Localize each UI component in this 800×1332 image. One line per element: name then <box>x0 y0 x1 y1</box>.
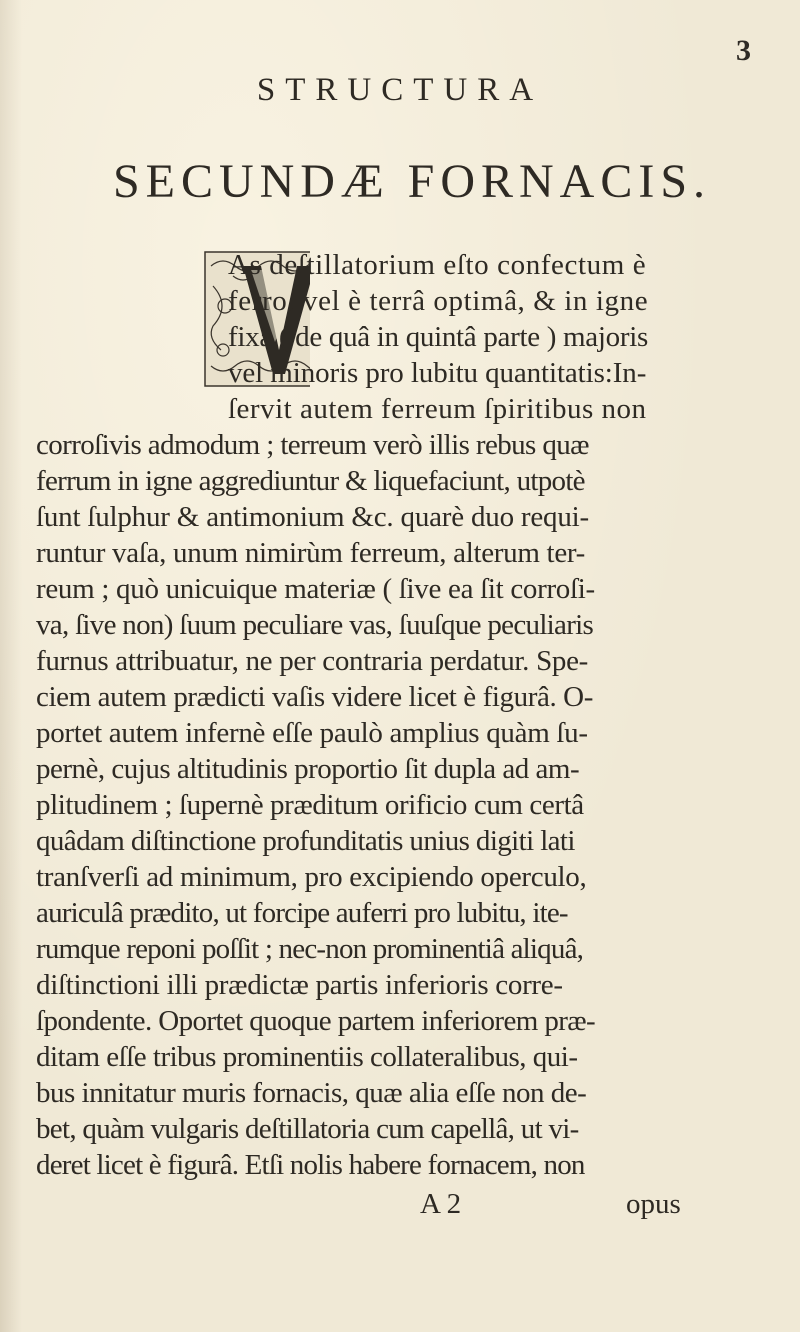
text-line: ditam eſſe tribus prominentiis collateralibus, qui- <box>36 1041 578 1073</box>
text-line: quâdam diſtinctione profunditatis unius digiti lati <box>36 825 575 857</box>
page-number: 3 <box>736 34 751 67</box>
text-line: deret licet è figurâ. Etſi nolis habere fornacem, non <box>36 1149 585 1181</box>
text-line: furnus attribuatur, ne per contraria perdatur. Spe- <box>36 645 589 677</box>
heading-line-2: SECUNDÆ FORNACIS. <box>112 155 712 208</box>
text-line: pernè, cujus altitudinis proportio ſit dupla ad am- <box>36 753 580 785</box>
text-line: vel minoris pro lubitu quantitatis:In- <box>228 357 647 389</box>
text-line: plitudinem ; ſupernè præditum orificio cum certâ <box>36 789 584 821</box>
text-line: diſtinctioni illi prædictæ partis inferioris corre- <box>36 969 563 1001</box>
heading-line-1: STRUCTURA <box>256 72 544 108</box>
text-line: portet autem infernè eſſe paulò amplius quàm ſu- <box>36 717 588 749</box>
text-line: ſunt ſulphur & antimonium &c. quarè duo requi- <box>36 501 589 533</box>
catchword: opus <box>626 1188 681 1220</box>
text-line: auriculâ prædito, ut forcipe auferri pro lubitu, ite- <box>36 897 568 929</box>
text-line: rumque reponi poſſit ; nec-non prominentiâ aliquâ, <box>36 933 584 965</box>
text-line: fixâ ( de quâ in quintâ parte ) majoris <box>228 321 648 353</box>
text-line: ſpondente. Oportet quoque partem inferiorem præ- <box>36 1005 596 1037</box>
text-line: ferrum in igne aggrediuntur & liquefaciunt, utpotè <box>36 465 585 497</box>
text-line: runtur vaſa, unum nimirùm ferreum, alterum ter- <box>36 537 586 569</box>
text-line: ſervit autem ferreum ſpiritibus non <box>228 393 647 425</box>
text-line: bus innitatur muris fornacis, quæ alia eſſe non de- <box>36 1077 587 1109</box>
text-line: reum ; quò unicuique materiæ ( ſive ea ſit corroſi- <box>36 573 595 605</box>
text-line: ciem autem prædicti vaſis videre licet è figurâ. O- <box>36 681 593 713</box>
signature-mark: A 2 <box>420 1188 462 1220</box>
text-line: corroſivis admodum ; terreum verò illis rebus quæ <box>36 429 589 461</box>
text-line: ferro, vel è terrâ optimâ, & in igne <box>228 285 649 317</box>
text-line: bet, quàm vulgaris deſtillatoria cum capellâ, ut vi- <box>36 1113 579 1145</box>
text-line: va, ſive non) ſuum peculiare vas, ſuuſque peculiaris <box>36 609 594 641</box>
text-line: As deſtillatorium eſto confectum è <box>228 249 647 281</box>
text-line: tranſverſi ad minimum, pro excipiendo operculo, <box>36 861 587 893</box>
